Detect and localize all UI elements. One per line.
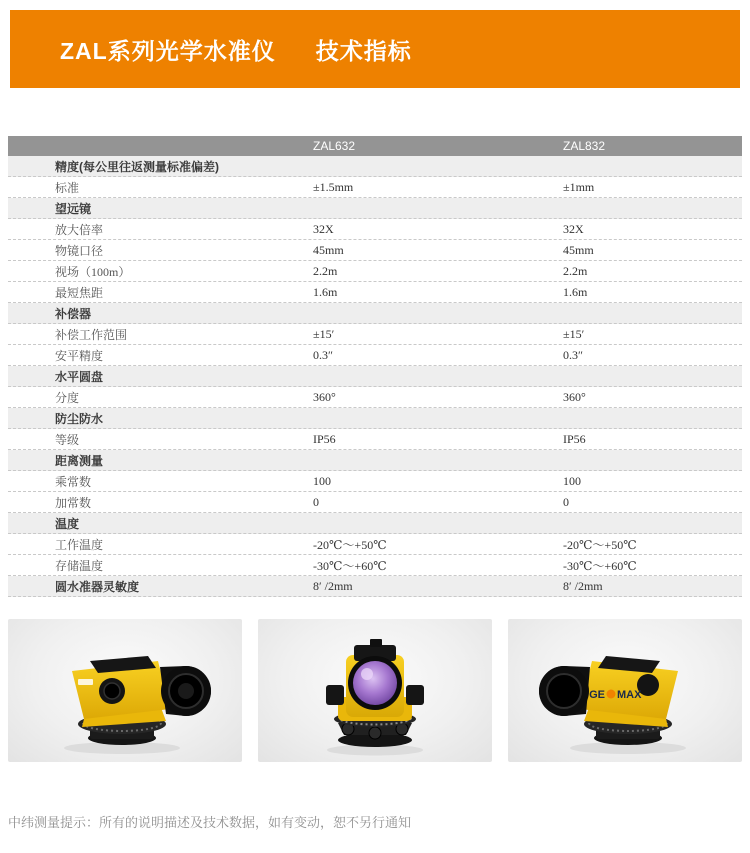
spec-label: 物镜口径 [55,243,104,258]
spec-value-zal832: 8′ /2mm [563,578,603,593]
spec-row [8,282,742,303]
spec-value-zal632: -30℃～+60℃ [313,558,387,573]
objective-ring [547,674,581,708]
spec-row [8,240,742,261]
spec-label: 加常数 [55,495,92,510]
page-title-main: ZAL系列光学水准仪 [60,37,276,64]
brand-text-ge: GE [589,689,605,701]
page-title-banner [10,10,740,88]
spec-value-zal632: 2.2m [313,263,338,278]
spec-row [8,324,742,345]
product-photo-side-right [8,619,242,762]
spec-table [8,136,742,597]
spec-value-zal832: -20℃～+50℃ [563,537,637,552]
spec-value-zal832: IP56 [563,431,586,446]
spec-value-zal632: 8′ /2mm [313,578,353,593]
spec-row [8,345,742,366]
spec-value-zal832: 360° [563,389,586,404]
right-knob [406,685,424,705]
spec-table-header-row [8,136,742,156]
spec-row [8,492,742,513]
spec-value-zal832: 32X [563,221,584,236]
spec-value-zal832: 2.2m [563,263,588,278]
spec-label: 圆水准器灵敏度 [55,579,140,594]
spec-value-zal832: 45mm [563,242,594,257]
spec-section-row [8,450,742,471]
spec-value-zal632: 45mm [313,242,344,257]
spec-label: 距离测量 [55,453,104,468]
spec-label: 精度(每公里往返测量标准偏差) [55,159,219,174]
spec-label: 最短焦距 [55,285,104,300]
spec-section-row [8,303,742,324]
spec-section-row [8,576,742,597]
optical-level-front-illustration [258,619,492,762]
disclaimer-note: 中纬测量提示：所有的说明描述及技术数据，如有变动，恕不另行通知 [8,815,412,830]
spec-label: 分度 [55,390,80,405]
optical-level-side-right-illustration [8,619,242,762]
side-label [78,679,93,685]
spec-value-zal832: 1.6m [563,284,588,299]
brand-text-max: MAX [617,689,642,701]
spec-value-zal832: 0 [563,494,569,509]
spec-value-zal832: ±1mm [563,179,595,194]
spec-value-zal632: 0 [313,494,319,509]
spec-section-row [8,408,742,429]
spec-value-zal632: 360° [313,389,336,404]
spec-row [8,219,742,240]
product-image-gallery [8,619,742,762]
objective-lens [353,661,397,705]
spec-label: 温度 [55,516,80,531]
spec-label: 工作温度 [55,537,104,552]
spec-section-row [8,156,742,177]
spec-label: 补偿器 [55,306,92,321]
spec-label: 标准 [55,180,80,195]
spec-section-row [8,198,742,219]
spec-row [8,261,742,282]
spec-value-zal632: IP56 [313,431,336,446]
focus-knob-center [104,683,120,699]
spec-value-zal832: ±15′ [563,326,585,341]
eyepiece-center [178,683,194,699]
optical-level-side-left-illustration [508,619,742,762]
brand-dot-icon [607,690,616,699]
spec-value-zal632: ±15′ [313,326,335,341]
spec-label: 安平精度 [55,348,104,363]
spec-value-zal632: 32X [313,221,334,236]
spec-label: 水平圆盘 [55,369,104,384]
spec-row [8,555,742,576]
spec-label: 乘常数 [55,474,92,489]
spec-value-zal632: -20℃～+50℃ [313,537,387,552]
foot-screw-center [369,727,381,739]
spec-row [8,534,742,555]
spec-row [8,387,742,408]
left-knob [326,685,344,705]
spec-label: 等级 [55,432,80,447]
spec-label: 放大倍率 [55,222,104,237]
spec-value-zal832: -30℃～+60℃ [563,558,637,573]
spec-value-zal632: ±1.5mm [313,179,354,194]
spec-label: 存储温度 [55,558,104,573]
spec-value-zal632: 0.3″ [313,347,333,362]
column-header-zal832: ZAL832 [563,139,606,153]
spec-value-zal832: 100 [563,473,581,488]
spec-row [8,177,742,198]
product-photo-side-left [508,619,742,762]
column-header-zal632: ZAL632 [313,139,356,153]
spec-row [8,471,742,492]
lens-highlight [361,668,373,680]
spec-value-zal632: 1.6m [313,284,338,299]
sight [370,639,382,647]
spec-label: 视场（100m） [55,264,131,279]
spec-value-zal832: 0.3″ [563,347,583,362]
spec-label: 防尘防水 [55,411,104,426]
product-photo-front [258,619,492,762]
spec-section-row [8,366,742,387]
spec-section-row [8,513,742,534]
spec-table-body [8,156,742,597]
spec-row [8,429,742,450]
spec-value-zal632: 100 [313,473,331,488]
page-title-sub: 技术指标 [315,37,412,64]
spec-label: 补偿工作范围 [55,327,128,342]
spec-label: 望远镜 [55,201,92,216]
page-title [60,33,412,66]
